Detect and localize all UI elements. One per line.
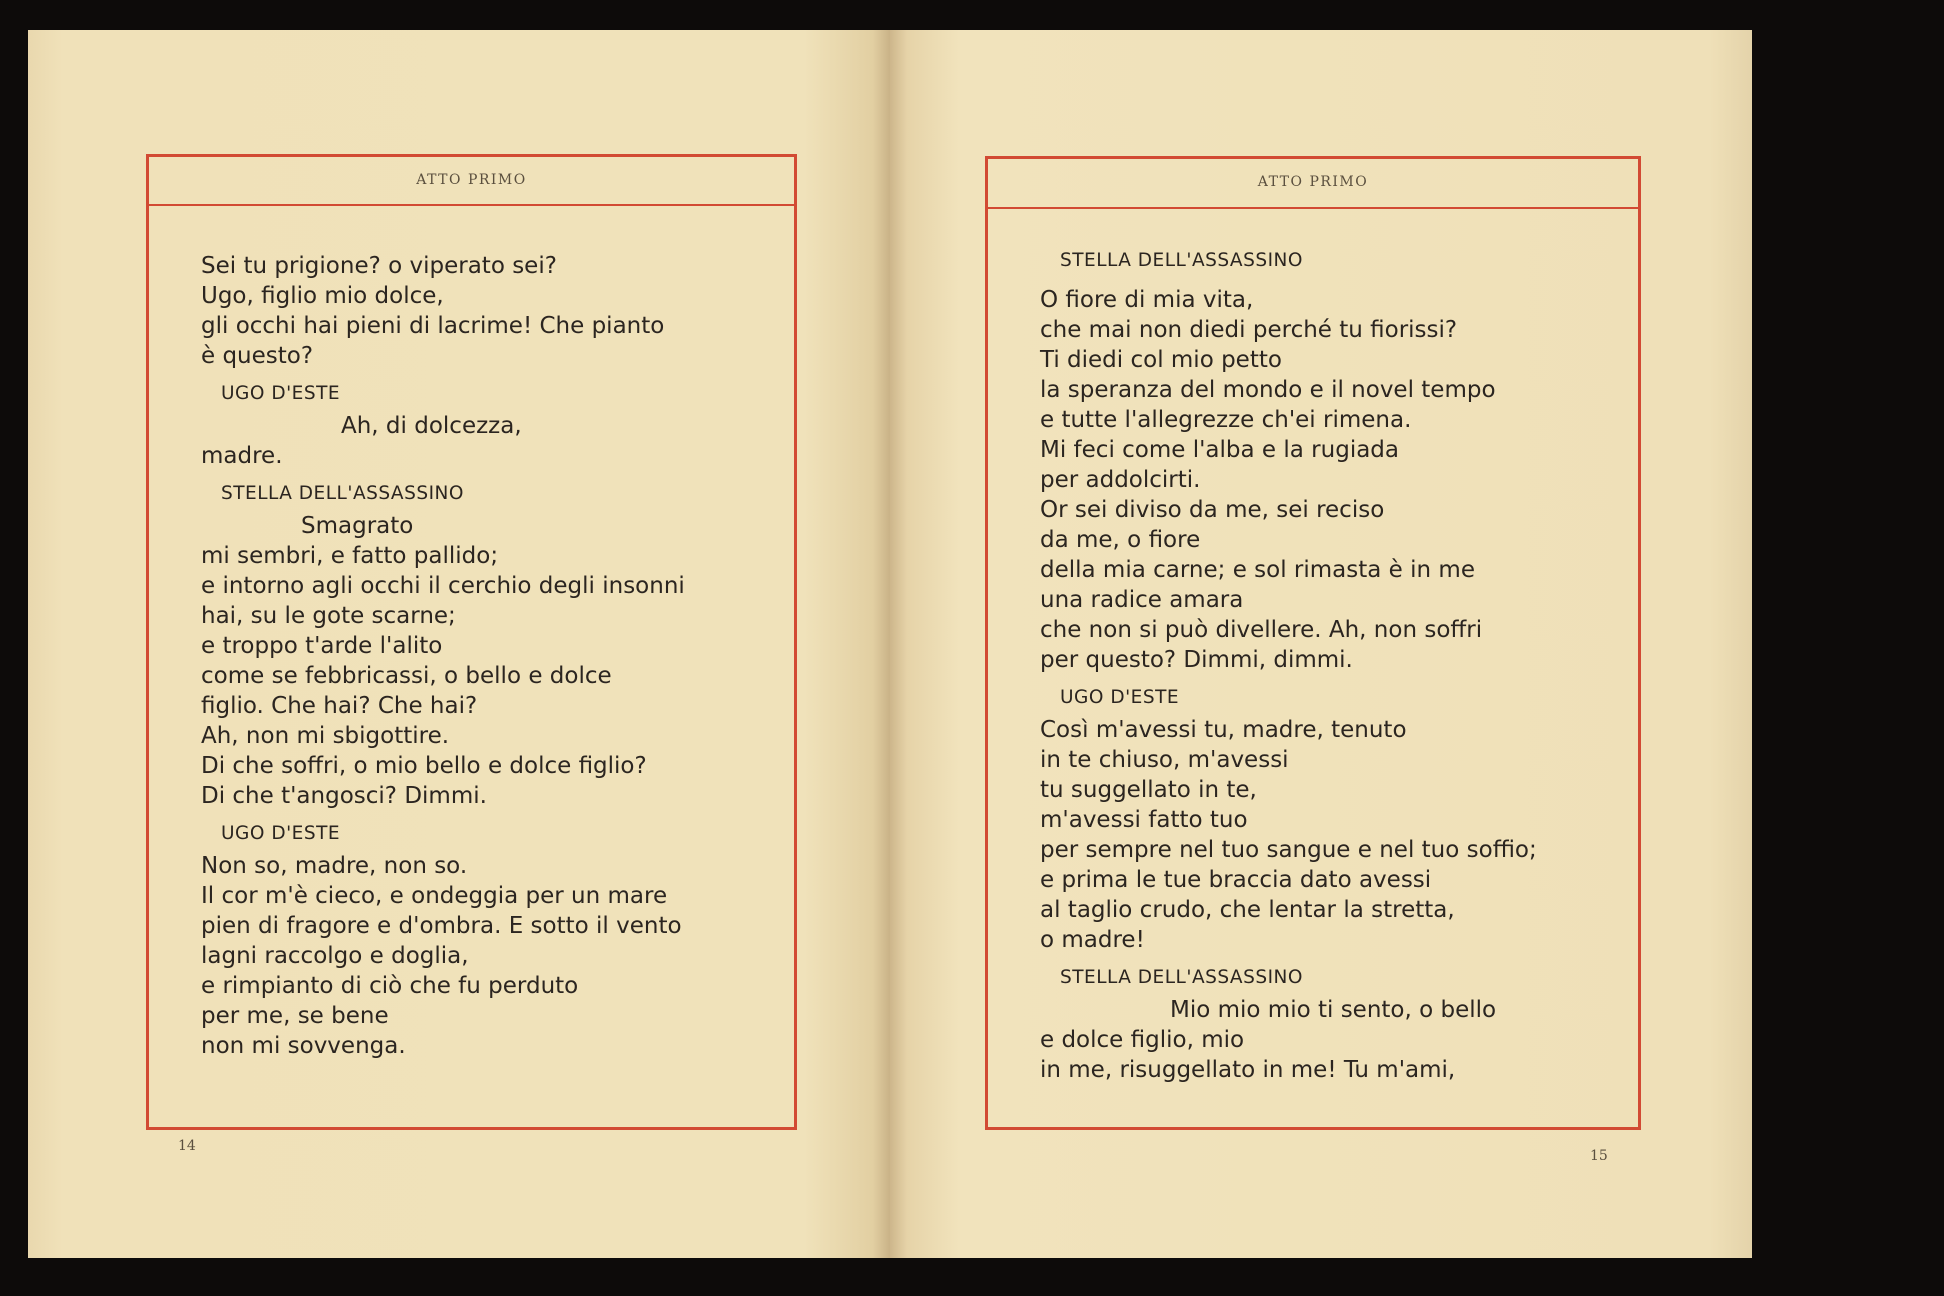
verse-line: madre. (201, 443, 283, 469)
verse-line: hai, su le gote scarne; (201, 603, 456, 629)
speaker-name: UGO D'ESTE (221, 383, 341, 404)
right-page-number: 15 (1590, 1148, 1608, 1164)
verse-line: Smagrato (301, 513, 414, 539)
verse-line: per addolcirti. (1040, 467, 1201, 493)
verse-line: e dolce figlio, mio (1040, 1027, 1245, 1053)
speaker-name: STELLA DELL'ASSASSINO (221, 483, 464, 504)
verse-line: Di che soffri, o mio bello e dolce figlio? (201, 753, 647, 779)
verse-line: Di che t'angosci? Dimmi. (201, 783, 487, 809)
verse-line: lagni raccolgo e doglia, (201, 943, 469, 969)
verse-line: e troppo t'arde l'alito (201, 633, 443, 659)
right-page-text (1040, 247, 1628, 1085)
right-running-header: ATTO PRIMO (988, 159, 1638, 209)
verse-line: per me, se bene (201, 1003, 389, 1029)
verse-line: una radice amara (1040, 587, 1244, 613)
speaker-name: UGO D'ESTE (1060, 687, 1180, 708)
left-page-text (201, 251, 784, 1061)
speaker-name: STELLA DELL'ASSASSINO (1060, 967, 1303, 988)
verse-line: Non so, madre, non so. (201, 853, 468, 879)
verse-line: da me, o fiore (1040, 527, 1201, 553)
verse-line: gli occhi hai pieni di lacrime! Che pianto (201, 313, 665, 339)
verse-line: Sei tu prigione? o viperato sei? (201, 253, 557, 279)
verse-line: e prima le tue braccia dato avessi (1040, 867, 1432, 893)
verse-line: mi sembri, e fatto pallido; (201, 543, 499, 569)
left-page (28, 30, 890, 1258)
verse-line: in me, risuggellato in me! Tu m'ami, (1040, 1057, 1456, 1083)
verse-line: Così m'avessi tu, madre, tenuto (1040, 717, 1407, 743)
verse-line: Ah, di dolcezza, (341, 413, 522, 439)
verse-line: o madre! (1040, 927, 1145, 953)
left-page-number: 14 (178, 1138, 196, 1154)
verse-line: per sempre nel tuo sangue e nel tuo soffio; (1040, 837, 1537, 863)
verse-line: per questo? Dimmi, dimmi. (1040, 647, 1353, 673)
right-page-frame (985, 156, 1641, 1130)
verse-line: m'avessi fatto tuo (1040, 807, 1248, 833)
verse-line: tu suggellato in te, (1040, 777, 1257, 803)
verse-line: e rimpianto di ciò che fu perduto (201, 973, 579, 999)
verse-line: della mia carne; e sol rimasta è in me (1040, 557, 1475, 583)
verse-line: e tutte l'allegrezze ch'ei rimena. (1040, 407, 1412, 433)
verse-line: non mi sovvenga. (201, 1033, 406, 1059)
verse-line: Ah, non mi sbigottire. (201, 723, 450, 749)
verse-line: la speranza del mondo e il novel tempo (1040, 377, 1496, 403)
verse-line: al taglio crudo, che lentar la stretta, (1040, 897, 1455, 923)
verse-line: Il cor m'è cieco, e ondeggia per un mare (201, 883, 668, 909)
verse-line: O fiore di mia vita, (1040, 287, 1254, 313)
verse-line: Ti diedi col mio petto (1040, 347, 1282, 373)
verse-line: e intorno agli occhi il cerchio degli insonni (201, 573, 685, 599)
verse-line: che non si può divellere. Ah, non soffri (1040, 617, 1483, 643)
verse-line: Mio mio mio ti sento, o bello (1170, 997, 1497, 1023)
verse-line: Mi feci come l'alba e la rugiada (1040, 437, 1399, 463)
verse-line: figlio. Che hai? Che hai? (201, 693, 478, 719)
speaker-name: UGO D'ESTE (221, 823, 341, 844)
verse-line: è questo? (201, 343, 314, 369)
open-book (28, 30, 1752, 1258)
verse-line: Ugo, figlio mio dolce, (201, 283, 444, 309)
left-running-header: ATTO PRIMO (149, 157, 794, 206)
verse-line: in te chiuso, m'avessi (1040, 747, 1289, 773)
left-page-frame (146, 154, 797, 1130)
verse-line: pien di fragore e d'ombra. E sotto il vento (201, 913, 682, 939)
verse-line: che mai non diedi perché tu fiorissi? (1040, 317, 1458, 343)
speaker-name: STELLA DELL'ASSASSINO (1060, 250, 1303, 271)
verse-line: Or sei diviso da me, sei reciso (1040, 497, 1385, 523)
right-page (890, 30, 1752, 1258)
verse-line: come se febbricassi, o bello e dolce (201, 663, 612, 689)
